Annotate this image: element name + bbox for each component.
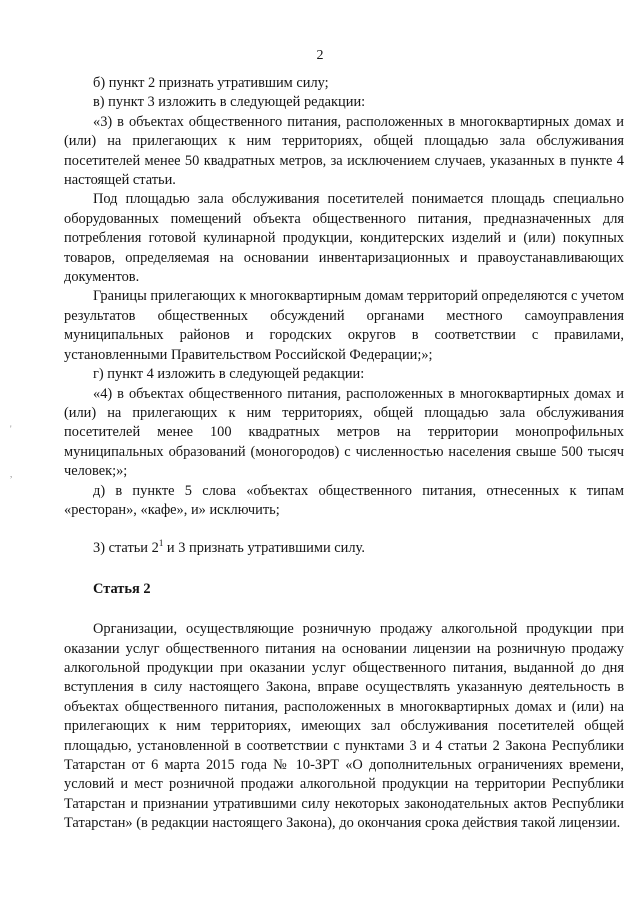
- quoted-point-3: «3) в объектах общественного питания, расположенных в многоквартирных домах и (или) на прилегающих к ним территориях, общей площадью зала обслуживания посетителей менее 50 квадратных метров, за исключением случаев, указанных в пункте 4 настоящей статьи.: [64, 113, 624, 189]
- quoted-point-4: «4) в объектах общественного питания, расположенных в многоквартирных домах и (или) на прилегающих к ним территориях, общей площадью зала обслуживания посетителей менее 100 квадратных метров на территории монопрофильных муниципальных образований (моногородов) с численностью населения свыше 500 тысяч человек;»;: [64, 385, 624, 480]
- article-heading: Статья 2: [93, 580, 151, 597]
- page-number: 2: [316, 48, 324, 63]
- scan-mark: ': [10, 424, 12, 434]
- paragraph-area-definition: Под площадью зала обслуживания посетителей понимается площадь специально оборудованных помещений объекта общественного питания, предназначенных для потребления готовой кулинарной продукции, кондитерских изделий и (или) покупных товаров, определяемая на основании инвентаризационных и правоустанавливающих документов.: [64, 191, 624, 286]
- paragraph-boundaries: Границы прилегающих к многоквартирным домам территорий определяются с учетом результатов общественных обсуждений органами местного самоуправления муниципальных районов и городских округов в соответствии с правилами, установленными Правительством Российской Федерации;»;: [64, 288, 624, 363]
- spacer: [64, 599, 624, 620]
- scan-mark: ,: [10, 469, 13, 479]
- document-body: [64, 74, 624, 834]
- item-3-text-end: и 3 признать утратившими силу.: [163, 540, 365, 557]
- article-2-paragraph: Организации, осуществляющие розничную продажу алкогольной продукции при оказании услуг общественного питания на основании лицензии на розничную продажу алкогольной продукции при оказании услуг общественного питания, выданной до дня вступления в силу настоящего Закона, вправе осуществлять указанную деятельность в объектах общественного питания, расположенных в многоквартирных домах и (или) на прилегающих к ним территориях, имеющих зал обслуживания посетителей общей площадью, установленной в соответствии с пунктами 3 и 4 статьи 2 Закона Республики Татарстан от 6 марта 2015 года № 10-ЗРТ «О дополнительных ограничениях времени, условий и мест розничной продажи алкогольной продукции на территории Республики Татарстан и признании утратившими силу некоторых законодательных актов Республики Татарстан» (в редакции настоящего Закона), до окончания срока действия такой лицензии.: [64, 621, 624, 832]
- spacer: [64, 559, 624, 580]
- spacer: [64, 520, 624, 539]
- paragraph-g: г) пункт 4 изложить в следующей редакции:: [93, 366, 365, 383]
- paragraph-b: б) пункт 2 признать утратившим силу;: [93, 75, 329, 91]
- paragraph-item-3: [64, 539, 624, 558]
- paragraph-v: в) пункт 3 изложить в следующей редакции:: [93, 94, 366, 111]
- superscript: 1: [158, 538, 164, 549]
- paragraph-d: д) в пункте 5 слова «объектах общественного питания, отнесенных к типам «ресторан», «кафе», и» исключить;: [64, 482, 624, 518]
- item-3-text-start: 3) статьи 2: [93, 540, 159, 557]
